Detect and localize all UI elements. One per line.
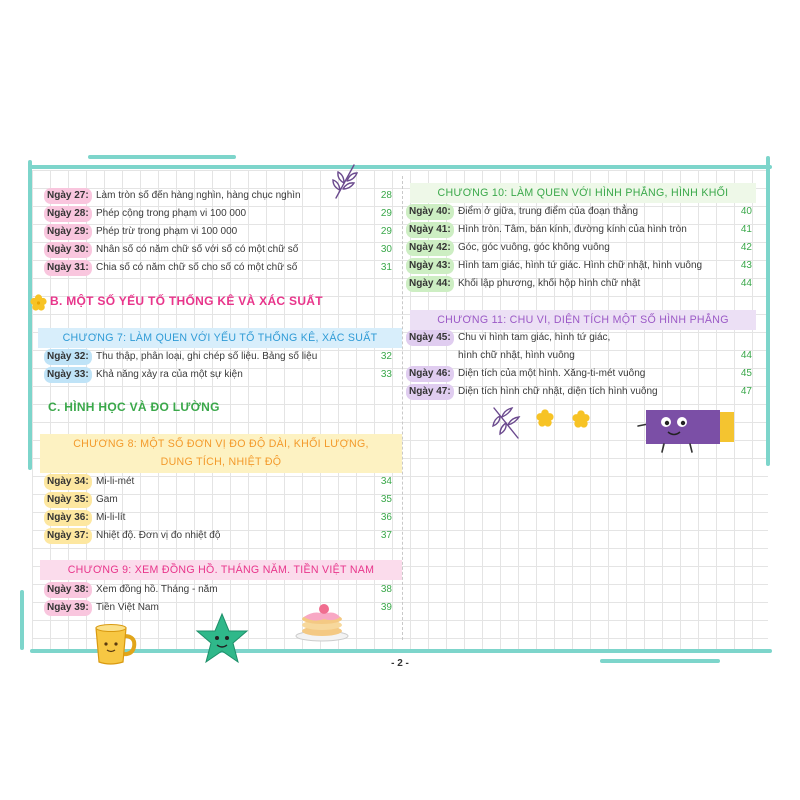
section-c-heading: C. HÌNH HỌC VÀ ĐO LƯỜNG — [48, 400, 220, 414]
lesson-title: Diện tích hình chữ nhật, diện tích hình vuông — [458, 386, 658, 397]
lesson-title: Phép trừ trong phạm vi 100 000 — [96, 226, 238, 237]
lesson-title: Phép cộng trong phạm vi 100 000 — [96, 208, 247, 219]
toc-row — [44, 474, 396, 490]
lesson-title: Nhân số có năm chữ số với số có một chữ số — [96, 244, 299, 255]
page-number: 36 — [380, 512, 392, 523]
lesson-title: Khối lập phương, khối hộp hình chữ nhật — [458, 278, 641, 289]
toc-row — [44, 349, 396, 365]
lesson-title-line: Chu vi hình tam giác, hình tứ giác, — [458, 332, 611, 343]
day-label: Ngày 40: — [406, 204, 454, 220]
page-number: 32 — [380, 351, 392, 362]
lesson-title: Mi-li-mét — [96, 476, 135, 487]
page-number-footer: - 2 - — [391, 658, 409, 669]
page-number: 29 — [380, 208, 392, 219]
bottom-border — [30, 649, 772, 653]
day-label: Ngày 39: — [44, 600, 92, 616]
toc-row — [44, 492, 396, 508]
chapter-7-heading: CHƯƠNG 7: LÀM QUEN VỚI YẾU TỐ THỐNG KÊ, XÁC SUẤT — [38, 328, 402, 348]
toc-row — [44, 510, 396, 526]
lesson-title: Góc, góc vuông, góc không vuông — [458, 242, 610, 253]
page-number: 44 — [740, 350, 752, 361]
left-border — [28, 160, 32, 470]
day-label: Ngày 28: — [44, 206, 92, 222]
page-number: 34 — [380, 476, 392, 487]
lesson-title: Khả năng xảy ra của một sự kiện — [96, 369, 243, 380]
chapter-9-heading: CHƯƠNG 9: XEM ĐỒNG HỒ. THÁNG NĂM. TIỀN VIỆT NAM — [40, 560, 402, 580]
lesson-title: Chia số có năm chữ số cho số có một chữ số — [96, 262, 298, 273]
page-number: 41 — [740, 224, 752, 235]
toc-row — [44, 367, 396, 383]
toc-row — [406, 384, 756, 400]
leaf-sprig-icon — [330, 162, 360, 200]
page-number: 43 — [740, 260, 752, 271]
page-number: 31 — [380, 262, 392, 273]
lesson-title: Thu thập, phân loại, ghi chép số liệu. Bảng số liệu — [96, 351, 318, 362]
right-border — [766, 156, 770, 466]
page-number: 47 — [740, 386, 752, 397]
toc-row — [44, 206, 396, 222]
lesson-title: Mi-li-lít — [96, 512, 126, 523]
lesson-title — [458, 329, 610, 365]
toc-row — [406, 366, 756, 382]
lesson-title: Gam — [96, 494, 118, 505]
day-label: Ngày 32: — [44, 349, 92, 365]
page-number: 39 — [380, 602, 392, 613]
flower-icon — [572, 410, 590, 428]
lesson-title: Làm tròn số đến hàng nghìn, hàng chục nghìn — [96, 190, 301, 201]
page-number: 38 — [380, 584, 392, 595]
flower-icon — [30, 294, 47, 311]
toc-row — [406, 240, 756, 256]
day-label: Ngày 43: — [406, 258, 454, 274]
chapter-8-heading — [40, 434, 402, 473]
left-accent-bar — [20, 590, 24, 650]
flower-icon — [536, 409, 554, 427]
lesson-title: Hình tròn. Tâm, bán kính, đường kính của hình tròn — [458, 224, 687, 235]
page-number: 40 — [740, 206, 752, 217]
page-number: 35 — [380, 494, 392, 505]
column-divider — [402, 176, 403, 640]
toc-row — [406, 258, 756, 274]
toc-row — [44, 224, 396, 240]
day-label: Ngày 36: — [44, 510, 92, 526]
top-left-accent-bar — [88, 155, 236, 159]
page-number: 33 — [380, 369, 392, 380]
toc-row — [406, 222, 756, 238]
day-label: Ngày 37: — [44, 528, 92, 544]
day-label: Ngày 30: — [44, 242, 92, 258]
chapter-10-heading: CHƯƠNG 10: LÀM QUEN VỚI HÌNH PHẲNG, HÌNH KHỐI — [410, 183, 756, 203]
day-label: Ngày 46: — [406, 366, 454, 382]
pancake-icon — [294, 600, 350, 642]
lesson-title: Hình tam giác, hình tứ giác. Hình chữ nhật, hình vuông — [458, 260, 703, 271]
day-label: Ngày 41: — [406, 222, 454, 238]
toc-row — [406, 204, 756, 220]
day-label: Ngày 45: — [406, 330, 454, 346]
day-label: Ngày 27: — [44, 188, 92, 204]
day-label: Ngày 34: — [44, 474, 92, 490]
page-number: 28 — [380, 190, 392, 201]
top-border — [28, 165, 772, 169]
chapter-8-title-line: DUNG TÍCH, NHIỆT ĐỘ — [160, 456, 282, 468]
lesson-title: Xem đồng hồ. Tháng - năm — [96, 584, 218, 595]
day-label: Ngày 47: — [406, 384, 454, 400]
day-label: Ngày 29: — [44, 224, 92, 240]
toc-row — [406, 330, 756, 366]
toc-row — [406, 276, 756, 292]
page-number: 37 — [380, 530, 392, 541]
chapter-8-title-line: CHƯƠNG 8: MỘT SỐ ĐƠN VỊ ĐO ĐỘ DÀI, KHỐI LƯỢNG, — [73, 438, 369, 450]
toc-row — [44, 242, 396, 258]
page-number: 42 — [740, 242, 752, 253]
page-number: 29 — [380, 226, 392, 237]
day-label: Ngày 31: — [44, 260, 92, 276]
purple-rectangle-character-icon — [636, 404, 740, 454]
page-number: 45 — [740, 368, 752, 379]
page-number: 44 — [740, 278, 752, 289]
lesson-title-line: hình chữ nhật, hình vuông — [458, 350, 575, 361]
chapter-11-heading: CHƯƠNG 11: CHU VI, DIỆN TÍCH MỘT SỐ HÌNH PHẲNG — [410, 310, 756, 330]
day-label: Ngày 33: — [44, 367, 92, 383]
lesson-title: Điểm ở giữa, trung điểm của đoạn thẳng — [458, 206, 639, 217]
toc-row — [44, 260, 396, 276]
day-label: Ngày 42: — [406, 240, 454, 256]
day-label: Ngày 35: — [44, 492, 92, 508]
lesson-title: Nhiệt độ. Đơn vị đo nhiệt độ — [96, 530, 221, 541]
lesson-title: Diện tích của một hình. Xăng-ti-mét vuông — [458, 368, 646, 379]
leaf-sprig-icon — [490, 405, 522, 441]
toc-row — [44, 582, 396, 598]
day-label: Ngày 38: — [44, 582, 92, 598]
toc-row — [44, 528, 396, 544]
lesson-title: Tiền Việt Nam — [96, 602, 159, 613]
section-b-heading: B. MỘT SỐ YẾU TỐ THỐNG KÊ VÀ XÁC SUẤT — [50, 294, 323, 308]
page-number: 30 — [380, 244, 392, 255]
day-label: Ngày 44: — [406, 276, 454, 292]
